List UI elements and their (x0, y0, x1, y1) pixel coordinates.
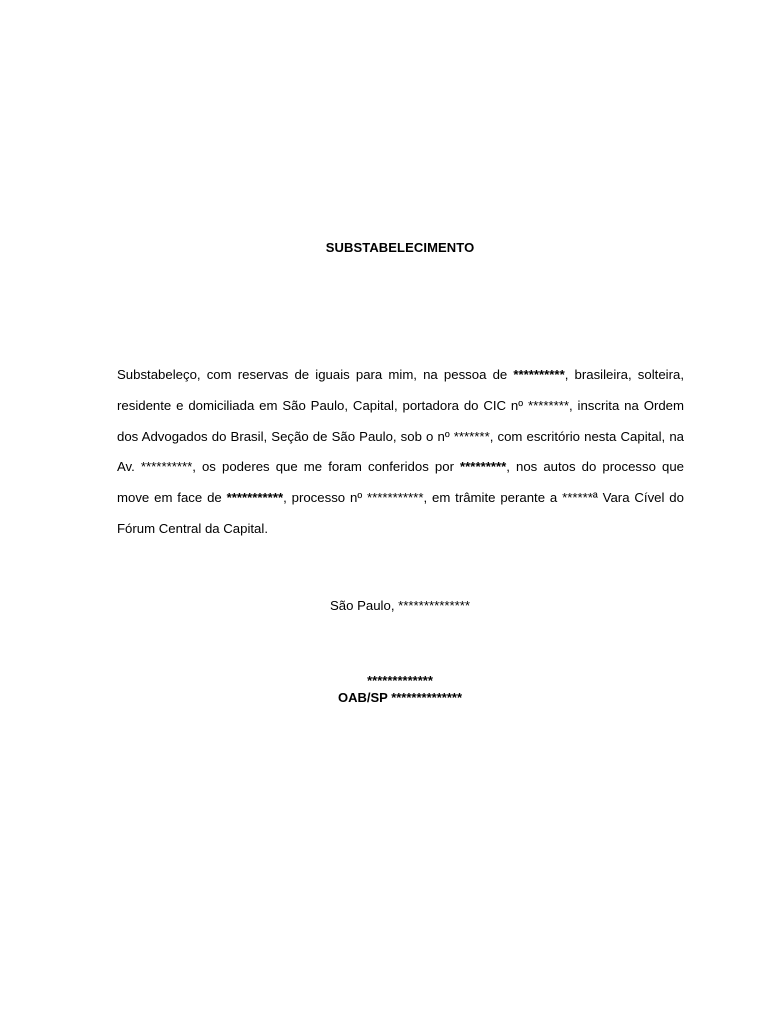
body-text-part-2: , brasileira, solteira, residente e domiciliada em São Paulo, Capital, portadora do CIC nº ********, inscrita na Ordem dos Advogados do Brasil, Seção de São Paulo, sob o nº *******, com escritório nesta Capital, na Av. **********, os poderes que me foram conferidos por (117, 367, 684, 475)
body-text-part-4: , processo nº ***********, em trâmite perante a ******ª Vara Cível do Fórum Central da Capital. (117, 490, 684, 536)
body-text-part-1: Substabeleço, com reservas de iguais para mim, na pessoa de (117, 367, 514, 382)
document-title: SUBSTABELECIMENTO (325, 240, 475, 255)
signature-block (0, 672, 768, 706)
defendant-name-masked: *********** (226, 490, 284, 506)
body-text-part-3: , nos autos do processo que move em face de (117, 459, 685, 506)
place-and-date: São Paulo, ************** (329, 598, 471, 613)
signatory-name-masked: ************* (367, 673, 433, 688)
signatory-oab-number: OAB/SP ************** (337, 690, 463, 705)
substitute-name-masked: ********** (513, 367, 565, 382)
grantor-name-masked: ********* (460, 459, 507, 475)
document-body-paragraph (117, 360, 684, 545)
